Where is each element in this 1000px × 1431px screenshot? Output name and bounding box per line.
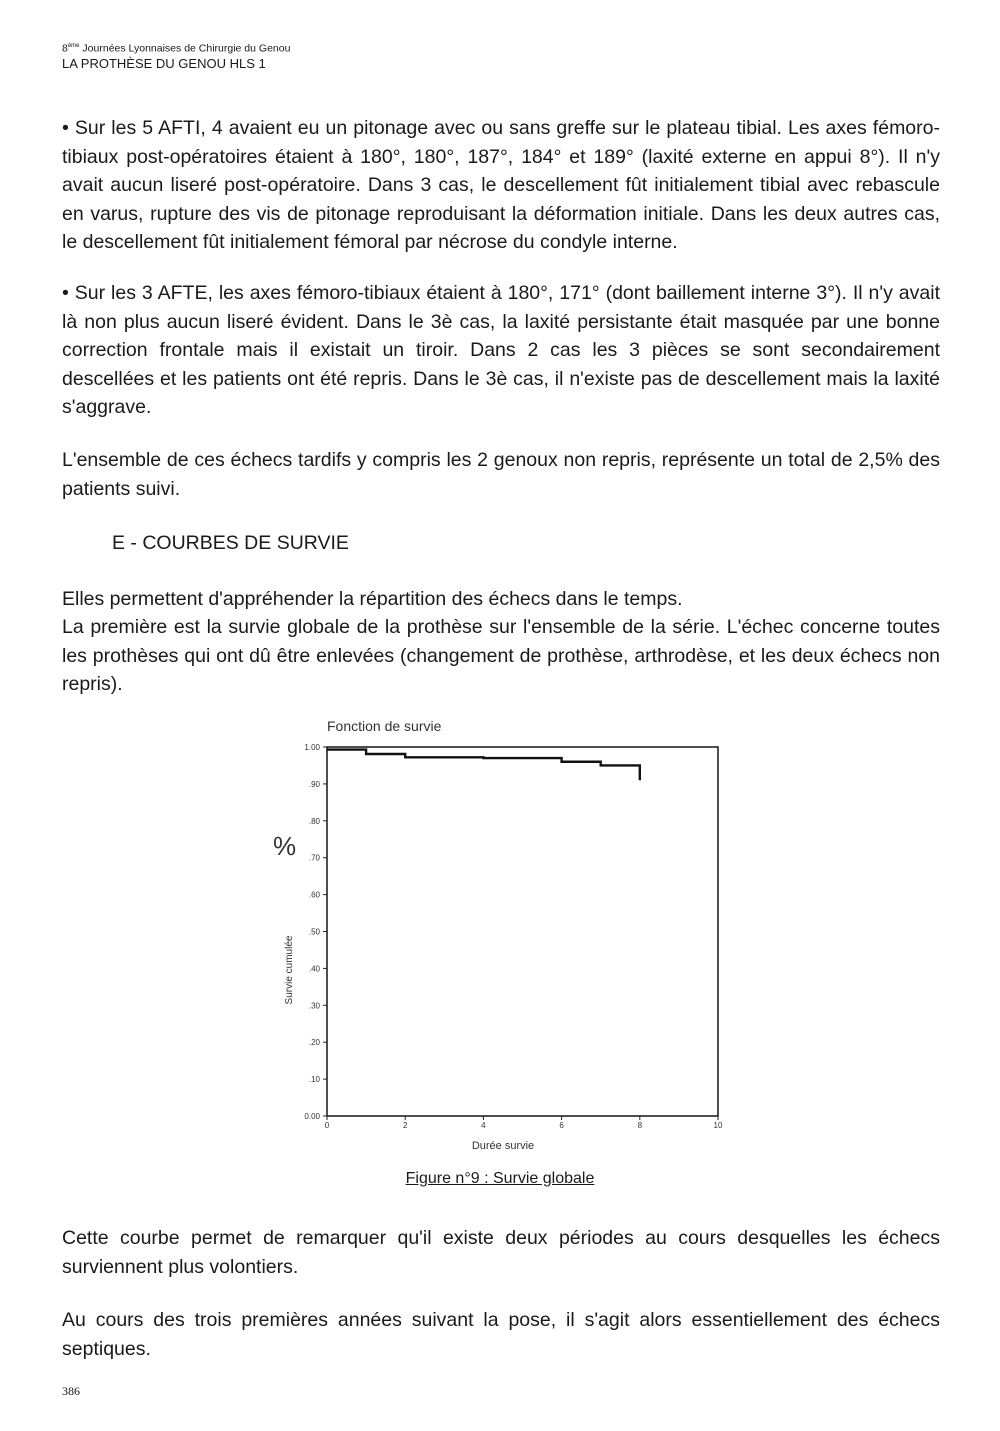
paragraph-summary: L'ensemble de ces échecs tardifs y compris les 2 genoux non repris, représente un total de 2,5% des patients suivi. <box>62 449 940 500</box>
survival-chart-svg <box>255 710 745 1160</box>
survival-chart <box>255 710 745 1165</box>
paragraph-septic: Au cours des trois premières années suivant la pose, il s'agit alors essentiellement des échecs septiques. <box>62 1309 940 1360</box>
header-conference: 8ème Journées Lyonnaises de Chirurgie du Genou <box>62 42 291 55</box>
y-tick-label: .50 <box>308 927 320 937</box>
paragraph-afti: • Sur les 5 AFTI, 4 avaient eu un pitonage avec ou sans greffe sur le plateau tibial. Les axes fémoro-tibiaux post-opératoires étaient à 180°, 180°, 187°, 184° et 189° (laxité externe en appui 8°). Il n'y avait aucun liseré post-opératoire. Dans 3 cas, le descellement fût initialement tibial avec rebascule en varus, rupture des vis de pitonage reproduisant la déformation initiale. Dans les deux autres cas, le descellement fût initialement fémoral par nécrose du condyle interne. <box>62 117 940 254</box>
paragraph-periods: Cette courbe permet de remarquer qu'il existe deux périodes au cours desquelles les échecs surviennent plus volontiers. <box>62 1227 940 1278</box>
x-tick-label: 6 <box>559 1121 564 1130</box>
page-number: 386 <box>62 1384 80 1398</box>
survival-curve <box>327 750 640 781</box>
chart-title: Fonction de survie <box>327 718 442 734</box>
y-tick-label: .20 <box>308 1038 320 1048</box>
x-axis-label: Durée survie <box>471 1140 535 1152</box>
paragraph-afte: • Sur les 3 AFTE, les axes fémoro-tibiaux étaient à 180°, 171° (dont baillement interne 3°). Il n'y avait là non plus aucun liseré évident. Dans le 3è cas, la laxité persistante était masquée par une bonne correction frontale mais il existait un tiroir. Dans 2 cas les 3 pièces se sont secondairement descellées et les patients ont été repris. Dans le 3è cas, il n'existe pas de descellement mais la laxité s'aggrave. <box>62 282 940 419</box>
y-tick-label: .60 <box>308 890 320 900</box>
x-tick-label: 10 <box>713 1121 723 1130</box>
x-tick-label: 4 <box>481 1121 486 1130</box>
y-axis-label: Survie cumulée <box>284 935 295 1005</box>
y-tick-label: 0.00 <box>304 1112 320 1121</box>
header-title: LA PROTHÈSE DU GENOU HLS 1 <box>62 55 266 71</box>
percent-label: % <box>273 831 297 861</box>
paragraph-intro-2: La première est la survie globale de la prothèse sur l'ensemble de la série. L'échec concerne toutes les prothèses qui ont dû être enlevées (changement de prothèse, arthrodèse, et les deux échecs non repris). <box>62 616 940 696</box>
y-tick-label: .40 <box>308 964 320 974</box>
y-tick-label: .90 <box>308 779 320 789</box>
y-tick-label: .10 <box>308 1075 320 1085</box>
figure-caption: Figure n°9 : Survie globale <box>405 1170 595 1187</box>
y-tick-label: 1.00 <box>304 743 320 752</box>
y-tick-label: .30 <box>308 1001 320 1011</box>
plot-frame <box>327 747 718 1116</box>
x-tick-label: 0 <box>324 1121 330 1130</box>
x-tick-label: 8 <box>637 1121 643 1130</box>
y-tick-label: .80 <box>308 816 320 826</box>
y-tick-label: .70 <box>308 853 320 863</box>
x-tick-label: 2 <box>402 1121 408 1130</box>
section-heading: E - COURBES DE SURVIE <box>112 532 349 554</box>
running-header <box>62 39 290 71</box>
paragraph-intro-1: Elles permettent d'appréhender la répartition des échecs dans le temps. <box>62 588 683 610</box>
